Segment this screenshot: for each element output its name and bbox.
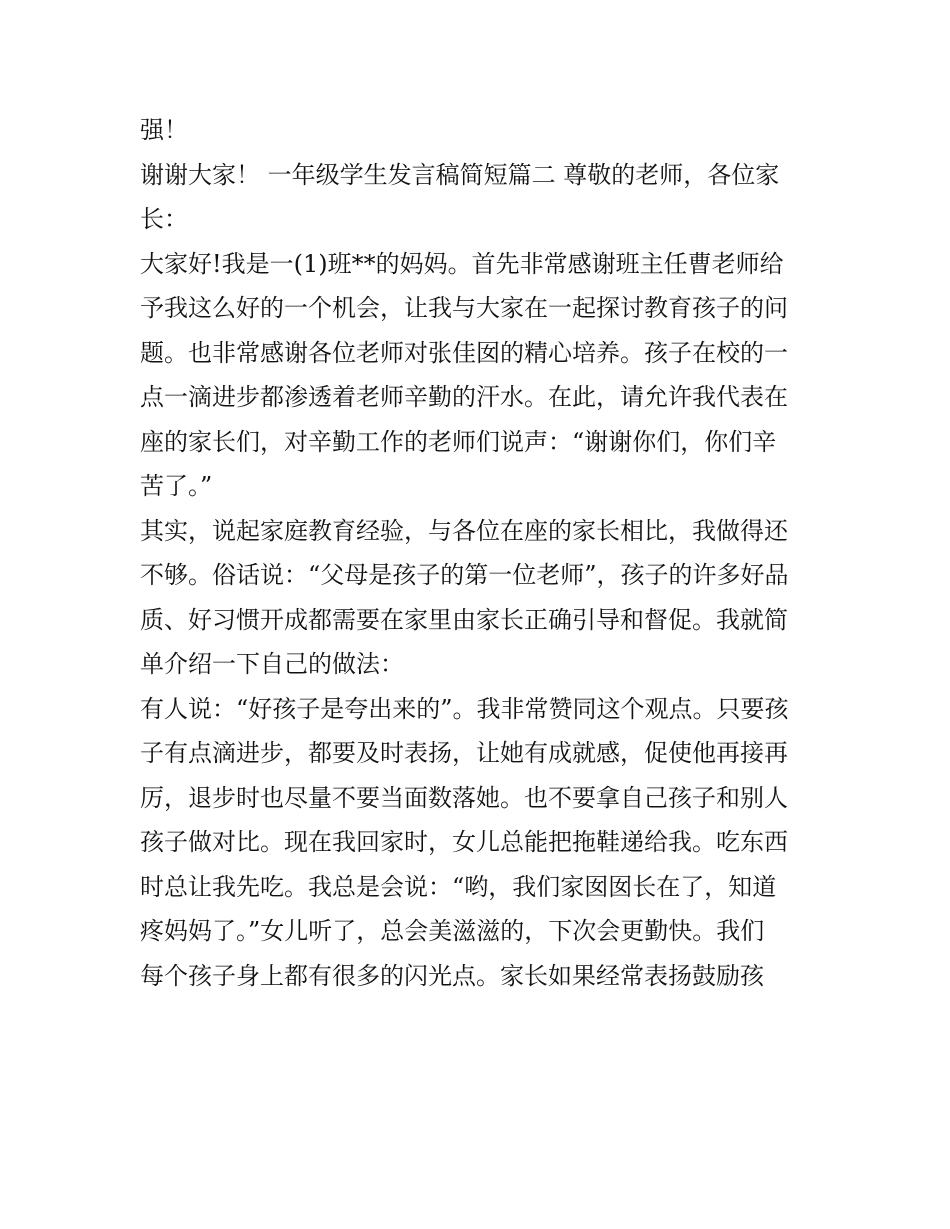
paragraph-3 xyxy=(140,242,820,509)
text-line: 孩子做对比。现在我回家时，女儿总能把拖鞋递给我。吃东西 xyxy=(140,828,788,856)
text-line: 强！ xyxy=(140,116,188,144)
text-line: 有人说：“好孩子是夸出来的”。我非常赞同这个观点。只要孩 xyxy=(140,694,789,723)
text-line: 厉，退步时也尽量不要当面数落她。也不要拿自己孩子和别人 xyxy=(140,783,788,812)
text-line: 每个孩子身上都有很多的闪光点。家长如果经常表扬鼓励孩 xyxy=(140,961,764,990)
text-line: 大家好!我是一(1)班**的妈妈。首先非常感谢班主任曹老师给 xyxy=(140,249,784,278)
text-line: 不够。俗话说：“父母是孩子的第一位老师”，孩子的许多好品 xyxy=(140,561,789,589)
paragraph-4 xyxy=(140,509,820,687)
text-line: 质、好习惯开成都需要在家里由家长正确引导和督促。我就简 xyxy=(140,605,788,634)
text-line: 题。也非常感谢各位老师对张佳囡的精心培养。孩子在校的一 xyxy=(140,338,788,367)
text-line: 单介绍一下自己的做法： xyxy=(140,650,404,678)
text-line: 子有点滴进步，都要及时表扬，让她有成就感，促使他再接再 xyxy=(140,739,788,767)
paragraph-1 xyxy=(140,108,820,153)
document-body xyxy=(140,108,820,998)
text-line: 其实，说起家庭教育经验，与各位在座的家长相比，我做得还 xyxy=(140,516,788,545)
text-line: 苦了。” xyxy=(140,472,213,500)
text-line: 座的家长们，对辛勤工作的老师们说声：“谢谢你们，你们辛 xyxy=(140,427,777,456)
text-line: 疼妈妈了。”女儿听了，总会美滋滋的，下次会更勤快。我们 xyxy=(140,917,765,945)
text-line: 予我这么好的一个机会，让我与大家在一起探讨教育孩子的问 xyxy=(140,294,788,322)
text-line: 点一滴进步都渗透着老师辛勤的汗水。在此，请允许我代表在 xyxy=(140,383,788,411)
text-line: 谢谢大家！ 一年级学生发言稿简短篇二 尊敬的老师，各位家 xyxy=(140,160,780,189)
text-line: 时总让我先吃。我总是会说：“哟，我们家囡囡长在了，知道 xyxy=(140,872,777,901)
text-line: 长： xyxy=(140,205,188,233)
paragraph-5 xyxy=(140,687,820,999)
paragraph-2 xyxy=(140,153,820,242)
